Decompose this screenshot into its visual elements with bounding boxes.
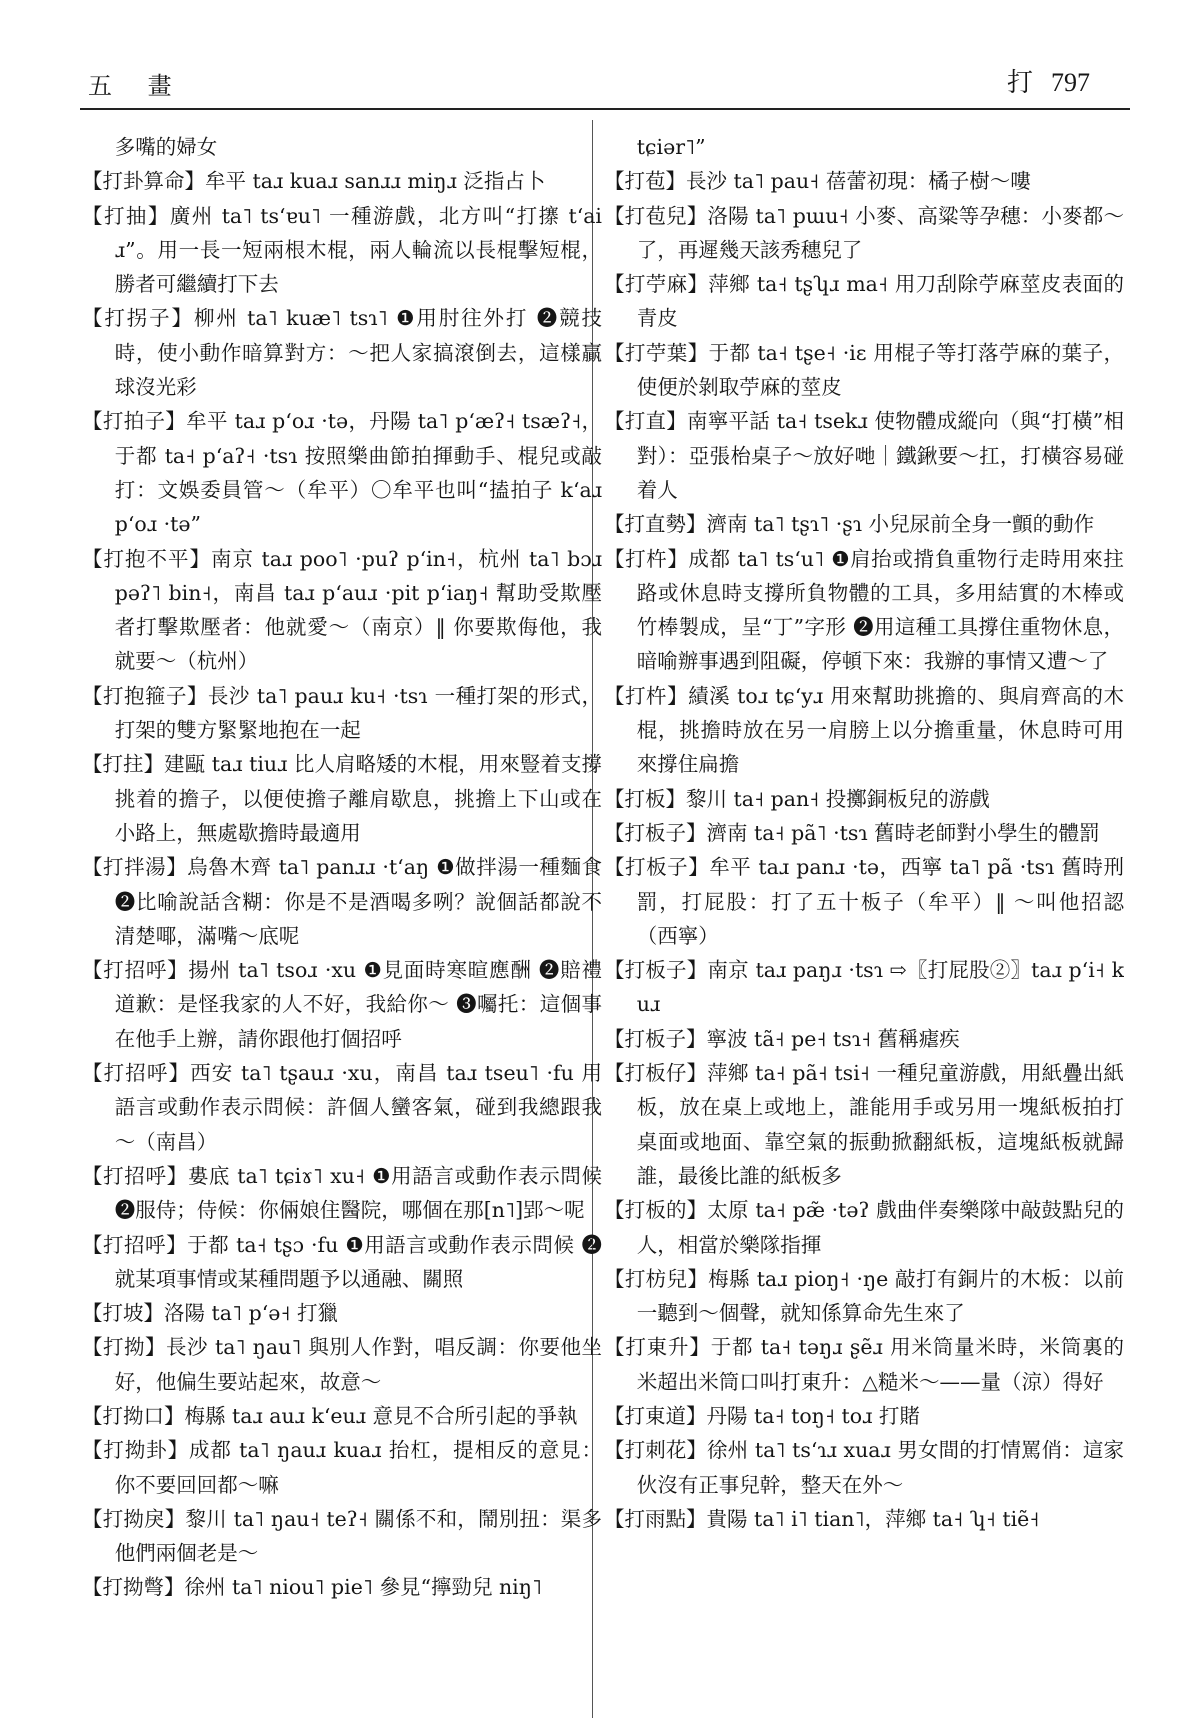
dictionary-entry: 【打板的】太原 ta˧ pæ̃ ·təʔ 戲曲伴奏樂隊中敲鼓點兒的人，相當於樂隊指揮 xyxy=(604,1198,1124,1257)
dictionary-entry: 【打直勢】濟南 ta˥ tʂɿ˥ ·ʂɿ 小兒尿前全身一顫的動作 xyxy=(604,512,1095,537)
dictionary-entry: 【打枋兒】梅縣 taɹ pioŋ˧ ·ŋe 敲打有銅片的木板：以前一聽到～個聲，就知係算命先生來了 xyxy=(604,1266,1124,1326)
dictionary-entry: 【打板子】南京 taɹ paŋɹ ·tsɿ ⇨〖打屁股②〗taɹ pʻi˧ kuɹ xyxy=(604,958,1124,1017)
right-column xyxy=(604,130,1124,1715)
dictionary-entry: 【打杵】成都 ta˥ tsʻu˥ ❶肩抬或揹負重物行走時用來拄路或休息時支撐所負物體的工具，多用結實的木棒或竹棒製成，呈“丁”字形 ❷用這種工具撐住重物休息，暗喻辦事遇到阻礙，停頓下來：我辦的事情又遭～了 xyxy=(604,546,1124,674)
dictionary-entry: 【打招呼】揚州 ta˥ tsoɹ ·xu ❶見面時寒暄應酬 ❷賠禮道歉：是怪我家的人不好，我給你～ ❸囑托：這個事在他手上辦，請你跟他打個招呼 xyxy=(82,958,602,1051)
dictionary-entry: 【打刺花】徐州 ta˥ tsʻɿɹ xuaɹ 男女間的打情罵俏：這家伙沒有正事兒幹，整天在外～ xyxy=(604,1438,1124,1497)
dictionary-entry: 【打苧葉】于都 ta˧ tʂe˧ ·iɛ 用棍子等打落苧麻的葉子，使便於剝取苧麻的莖皮 xyxy=(604,340,1124,400)
dictionary-entry: 【打拗卦】成都 ta˥ ŋauɹ kuaɹ 抬杠，提相反的意見：你不要回回都～嘛 xyxy=(82,1438,602,1497)
dictionary-entry: tɕiər˥” xyxy=(636,135,706,159)
left-column xyxy=(82,130,602,1715)
page-number: 797 xyxy=(1051,68,1090,97)
dictionary-entry: 【打拄】建甌 taɹ tiuɹ 比人肩略矮的木棍，用來豎着支撐挑着的擔子，以便使擔子離肩歇息，挑擔上下山或在小路上，無處歇擔時最適用 xyxy=(82,752,602,845)
dictionary-entry: 【打直】南寧平話 ta˧ tsekɹ 使物體成縱向（與“打橫”相對）：亞張枱桌子～放好哋｜鐵鍬要～扛，打橫容易碰着人 xyxy=(604,409,1124,502)
section-title: 五 畫 xyxy=(88,72,186,100)
dictionary-entry: 【打板子】牟平 taɹ panɹ ·tə，西寧 ta˥ pã ·tsɿ 舊時刑罰，打屁股：打了五十板子（牟平）‖ ～叫他招認（西寧） xyxy=(604,855,1124,948)
dictionary-entry: 【打板子】寧波 tã˧ pe˧ tsɿ˧ 舊稱瘧疾 xyxy=(604,1026,960,1051)
dictionary-entry: 【打拗戾】黎川 ta˥ ŋau˧ teʔ˧ 關係不和，鬧別扭：渠多他們兩個老是～ xyxy=(82,1506,602,1566)
dictionary-entry: 【打東升】于都 ta˧ təŋɹ ʂẽɹ 用米筒量米時，米筒裏的米超出米筒口叫打東升：△糙米～——量（涼）得好 xyxy=(604,1335,1124,1394)
headword: 打 xyxy=(1006,68,1033,98)
dictionary-entry: 【打苞兒】洛陽 ta˥ pɯu˧ 小麥、高粱等孕穗：小麥都～了，再遲幾天該秀穗兒了 xyxy=(604,203,1124,262)
dictionary-entry: 【打招呼】婁底 ta˥ tɕiɤ˥ xu˧ ❶用語言或動作表示問候 ❷服侍；侍候：你倆娘住醫院，哪個在那[n˥]郢～呢 xyxy=(82,1163,602,1223)
dictionary-entry: 【打拗彆】徐州 ta˥ niou˥ pie˥ 參見“擰勁兒 niŋ˥ xyxy=(82,1575,543,1600)
dictionary-entry: 【打招呼】于都 ta˧ tʂɔ ·fu ❶用語言或動作表示問候 ❷就某項事情或某種問題予以通融、關照 xyxy=(82,1232,602,1291)
dictionary-entry: 多嘴的婦女 xyxy=(114,135,218,159)
dictionary-entry: 【打拐子】柳州 ta˥ kuæ˥ tsɿ˥ ❶用肘往外打 ❷競技時，使小動作暗算對方：～把人家搞滾倒去，這樣贏球沒光彩 xyxy=(82,306,602,400)
dictionary-entry: 【打抱箍子】長沙 ta˥ pauɹ ku˧ ·tsɿ 一種打架的形式，打架的雙方緊緊地抱在一起 xyxy=(82,683,602,743)
dictionary-entry: 【打苞】長沙 ta˥ pau˧ 蓓蕾初現：橘子樹～嘍 xyxy=(604,169,1031,194)
running-head xyxy=(1007,62,1090,99)
dictionary-entry: 【打抽】廣州 ta˥ tsʻɐu˥ 一種游戲，北方叫“打㩟 tʻaiɹ”。用一長一短兩根木棍，兩人輪流以長棍擊短棍，勝者可繼續打下去 xyxy=(82,203,602,297)
page-header xyxy=(88,62,1130,108)
dictionary-entry: 【打東道】丹陽 ta˧ toŋ˧ toɹ 打賭 xyxy=(604,1403,920,1428)
dictionary-entry: 【打坡】洛陽 ta˥ pʻə˧ 打獵 xyxy=(82,1301,338,1326)
dictionary-entry: 【打卦算命】牟平 taɹ kuaɹ sanɹɹ miŋɹ 泛指占卜 xyxy=(82,169,546,194)
dictionary-entry: 【打杵】績溪 toɹ tɕʻyɹ 用來幫助挑擔的、與肩齊高的木棍，挑擔時放在另一肩膀上以分擔重量，休息時可用來撐住扁擔 xyxy=(604,683,1124,777)
dictionary-entry: 【打板子】濟南 ta˧ pã˥ ·tsɿ 舊時老師對小學生的體罰 xyxy=(604,820,1100,845)
dictionary-entry: 【打板仔】萍鄉 ta˧ pã˧ tsi˧ 一種兒童游戲，用紙疊出紙板，放在桌上或地上，誰能用手或另用一塊紙板拍打桌面或地面、靠空氣的振動掀翻紙板，這塊紙板就歸誰，最後比誰的紙板多 xyxy=(604,1061,1124,1188)
dictionary-entry: 【打板】黎川 ta˧ pan˧ 投擲銅板兒的游戲 xyxy=(604,786,990,811)
dictionary-entry: 【打拗口】梅縣 taɹ auɹ kʻeuɹ 意見不合所引起的爭執 xyxy=(82,1403,578,1428)
dictionary-entry: 【打抱不平】南京 taɹ poo˥ ·puʔ pʻin˧，杭州 ta˥ bɔɹ pəʔ˥ bin˧，南昌 taɹ pʻauɹ ·pit pʻiaŋ˧ 幫助受欺壓者打擊欺壓者：他就愛～（南京）‖ 你要欺侮他，我就要～（杭州） xyxy=(82,546,602,674)
dictionary-entry: 【打拗】長沙 ta˥ ŋau˥ 與別人作對，唱反調：你要他坐好，他偏生要站起來，故意～ xyxy=(82,1335,602,1394)
dictionary-entry: 【打雨點】貴陽 ta˥ i˥ tian˥，萍鄉 ta˧ ʮ˧ tiẽ˧ xyxy=(604,1506,1040,1531)
dictionary-entry: 【打苧麻】萍鄉 ta˧ tʂʮɹ ma˧ 用刀刮除苧麻莖皮表面的青皮 xyxy=(604,272,1124,331)
dictionary-entry: 【打拍子】牟平 taɹ pʻoɹ ·tə，丹陽 ta˥ pʻæʔ˧ tsæʔ˧，于都 ta˧ pʻaʔ˧ ·tsɿ 按照樂曲節拍揮動手、棍兒或敲打：文娛委員管～（牟平）〇牟平也叫“搕拍子 kʻaɹ pʻoɹ ·tə” xyxy=(82,409,602,537)
header-rule xyxy=(80,108,1130,110)
dictionary-entry: 【打招呼】西安 ta˥ tʂauɹ ·xu，南昌 taɹ tseu˥ ·fu 用語言或動作表示問候：許個人蠻客氣，碰到我總跟我～（南昌） xyxy=(82,1061,602,1154)
dictionary-entry: 【打拌湯】烏魯木齊 ta˥ panɹɹ ·tʻaŋ ❶做拌湯一種麵食 ❷比喻說話含糊：你是不是酒喝多咧？說個話都說不清楚㖿，滿嘴～底呢 xyxy=(82,855,602,948)
